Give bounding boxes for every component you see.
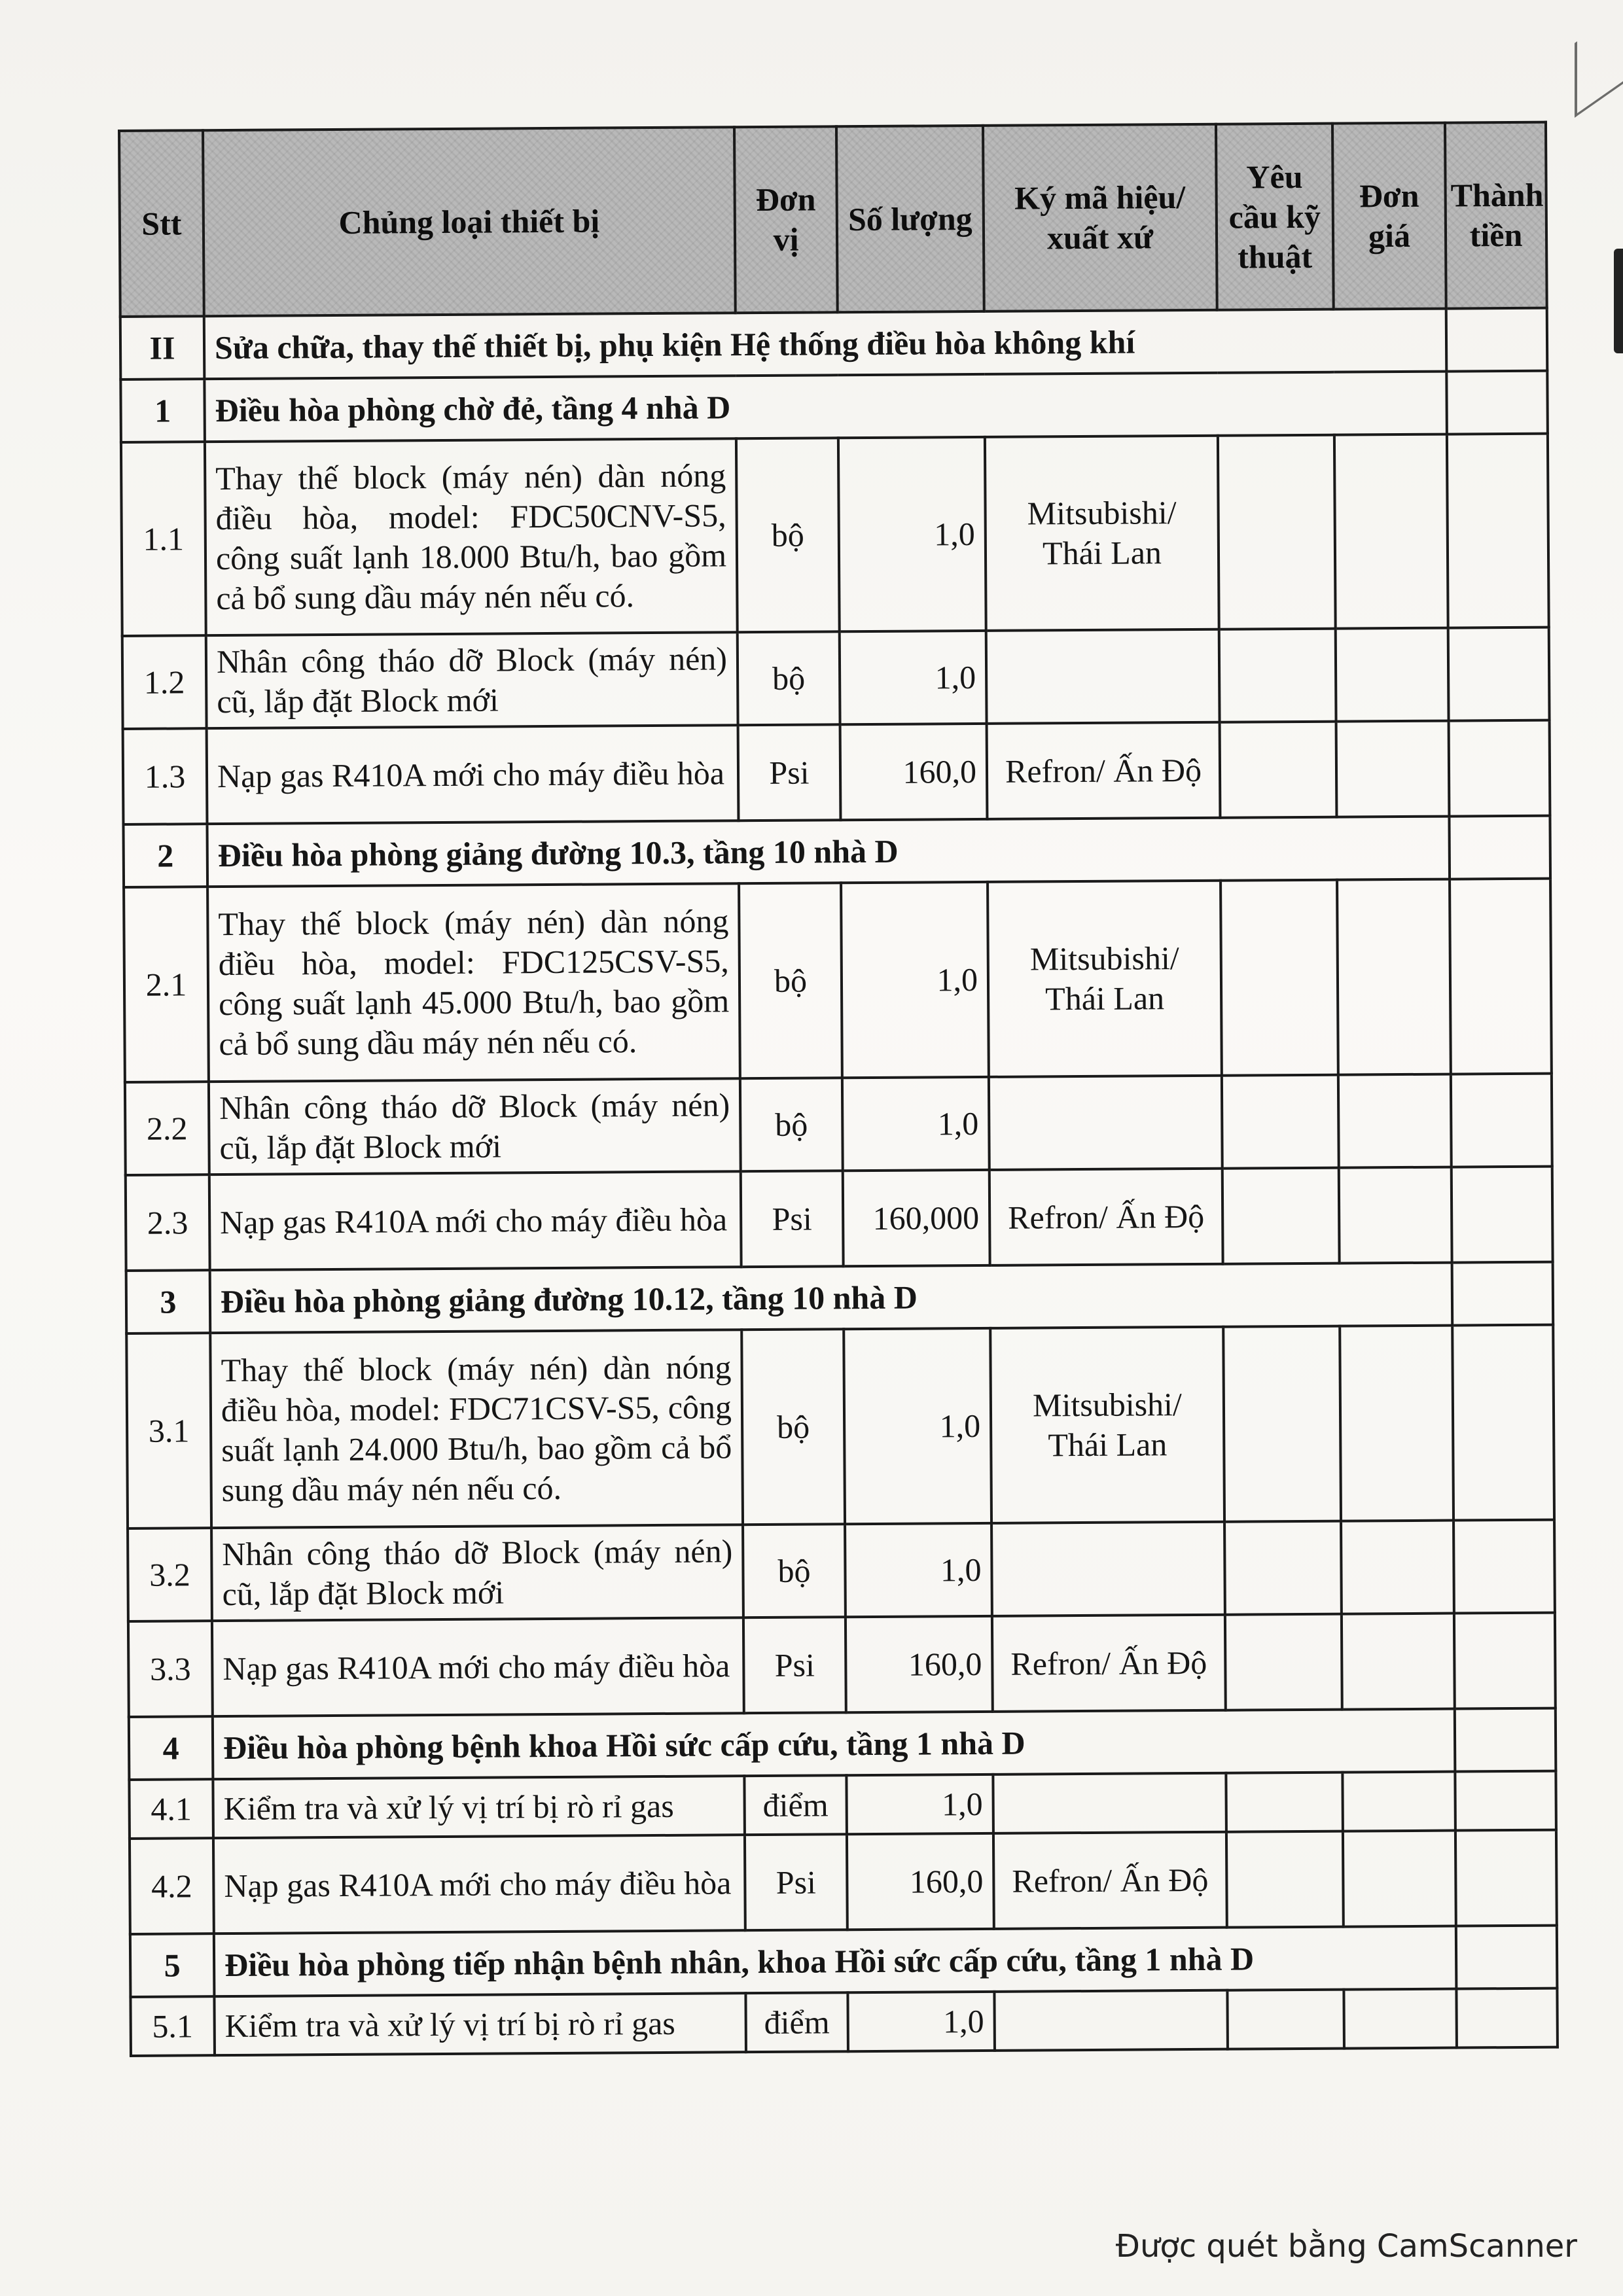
section-title: Điều hòa phòng giảng đường 10.12, tầng 10 nhà D	[210, 1263, 1453, 1333]
cell-price	[1343, 1831, 1456, 1927]
cell-description: Nạp gas R410A mới cho máy điều hòa	[209, 1171, 741, 1270]
row-stt: 2	[123, 824, 207, 887]
cell-total	[1449, 816, 1550, 879]
cell-spec	[1225, 1614, 1342, 1710]
cell-unit: điểm	[744, 1775, 847, 1835]
cell-spec	[1223, 1326, 1341, 1522]
edge-shadow	[1614, 249, 1623, 353]
cell-unit: bộ	[741, 1329, 845, 1525]
cell-unit: điểm	[745, 1992, 848, 2052]
cell-origin: Mitsubishi/ Thái Lan	[990, 1327, 1224, 1523]
cell-origin	[986, 629, 1220, 724]
row-stt: 1.3	[123, 728, 207, 824]
header-spec: Yêu cầu kỹ thuật	[1216, 124, 1334, 310]
row-stt: 5	[130, 1934, 215, 1997]
row-stt: 2.3	[126, 1174, 210, 1271]
scanner-watermark: Được quét bằng CamScanner	[1115, 2228, 1577, 2265]
cell-price	[1337, 879, 1451, 1075]
cell-total	[1452, 1167, 1553, 1263]
cell-description: Nhân công tháo dỡ Block (máy nén) cũ, lắp đặt Block mới	[209, 1078, 741, 1174]
cell-description: Kiểm tra và xử lý vị trí bị rò rỉ gas	[214, 1993, 746, 2055]
cell-quantity: 160,000	[843, 1170, 990, 1266]
cell-unit: Psi	[741, 1171, 844, 1267]
table-row	[121, 434, 1549, 636]
cell-price	[1342, 1614, 1455, 1710]
cell-unit: bộ	[740, 1078, 843, 1171]
cell-unit: bộ	[736, 438, 840, 632]
cell-price	[1336, 628, 1449, 722]
table-row	[128, 1613, 1556, 1717]
table-row	[123, 720, 1550, 824]
table-row	[122, 627, 1550, 729]
cell-quantity: 160,0	[840, 724, 988, 820]
header-stt: Stt	[119, 130, 204, 317]
header-total: Thành tiền	[1445, 122, 1547, 309]
cell-total	[1455, 1771, 1556, 1831]
cell-description: Kiểm tra và xử lý vị trí bị rò rỉ gas	[213, 1776, 745, 1838]
cell-spec	[1220, 722, 1337, 818]
cell-description: Nạp gas R410A mới cho máy điều hòa	[213, 1835, 745, 1934]
cell-origin	[989, 1076, 1222, 1170]
cell-origin	[994, 1990, 1228, 2051]
cell-quantity: 1,0	[841, 882, 989, 1078]
cell-description: Nhân công tháo dỡ Block (máy nén) cũ, lắp đặt Block mới	[206, 632, 738, 728]
table-row	[130, 1988, 1558, 2056]
cell-total	[1448, 627, 1550, 721]
section-title: Sửa chữa, thay thế thiết bị, phụ kiện Hệ thống điều hòa không khí	[204, 309, 1447, 380]
cell-spec	[1227, 1990, 1344, 2049]
cell-unit: Psi	[738, 724, 841, 821]
row-stt: 1.1	[121, 442, 206, 636]
row-stt: 5.1	[130, 1996, 215, 2056]
section-row	[120, 308, 1548, 380]
cell-total	[1454, 1613, 1556, 1709]
header-unit: Đơn vị	[734, 126, 838, 313]
cell-unit: bộ	[743, 1524, 846, 1617]
cell-total	[1452, 1325, 1554, 1521]
row-stt: 4	[129, 1716, 213, 1780]
cell-quantity: 1,0	[838, 437, 986, 631]
cell-spec	[1226, 1773, 1343, 1832]
cell-total	[1455, 1830, 1557, 1926]
section-row	[130, 1926, 1558, 1997]
row-stt: 1	[120, 379, 205, 442]
cell-origin: Refron/ Ấn Độ	[987, 722, 1221, 819]
header-type: Chủng loại thiết bị	[203, 127, 736, 316]
cell-price	[1339, 1167, 1452, 1263]
section-row	[126, 1262, 1554, 1333]
cell-unit: Psi	[745, 1834, 847, 1930]
cell-quantity: 1,0	[845, 1523, 992, 1617]
section-row	[123, 816, 1550, 887]
cell-quantity: 1,0	[842, 1077, 990, 1171]
cell-description: Thay thế block (máy nén) dàn nóng điều hòa, model: FDC71CSV-S5, công suất lạnh 24.000 Btu/h, bao gồm cả bổ sung dầu máy nén nếu có.	[210, 1330, 743, 1528]
cell-description: Nạp gas R410A mới cho máy điều hòa	[212, 1617, 744, 1716]
cell-total	[1456, 1988, 1558, 2048]
cell-price	[1338, 1074, 1452, 1168]
row-stt: 3.2	[128, 1528, 212, 1621]
cell-total	[1447, 434, 1549, 628]
cell-description: Thay thế block (máy nén) dàn nóng điều hòa, model: FDC125CSV-S5, công suất lạnh 45.000 Btu/h, bao gồm cả bổ sung dầu máy nén nếu có.	[207, 883, 740, 1082]
header-origin: Ký mã hiệu/ xuất xứ	[983, 124, 1217, 311]
cell-spec	[1221, 880, 1338, 1076]
row-stt: 3.3	[128, 1621, 213, 1717]
cell-total	[1454, 1520, 1555, 1614]
cell-total	[1450, 879, 1552, 1074]
cell-quantity: 160,0	[847, 1833, 994, 1930]
cell-price	[1342, 1772, 1455, 1831]
cell-origin: Refron/ Ấn Độ	[992, 1615, 1226, 1712]
cell-quantity: 1,0	[844, 1328, 991, 1524]
table-row	[124, 879, 1552, 1082]
cell-spec	[1224, 1521, 1342, 1615]
cell-total	[1446, 371, 1548, 434]
cell-total	[1456, 1926, 1558, 1989]
cell-origin	[991, 1522, 1225, 1616]
section-row	[120, 371, 1548, 442]
cell-unit: Psi	[743, 1617, 846, 1713]
cell-total	[1449, 720, 1550, 817]
cell-unit: bộ	[738, 631, 840, 725]
table-row	[128, 1520, 1555, 1621]
cell-description: Nạp gas R410A mới cho máy điều hòa	[207, 725, 739, 824]
header-qty: Số lượng	[836, 126, 984, 312]
cell-quantity: 1,0	[846, 1775, 993, 1834]
cell-price	[1344, 1989, 1457, 2049]
table-row	[125, 1074, 1552, 1175]
section-title: Điều hòa phòng chờ đẻ, tầng 4 nhà D	[204, 372, 1447, 442]
row-stt: 4.2	[130, 1838, 214, 1934]
cell-total	[1452, 1262, 1554, 1326]
table-header-row	[119, 122, 1547, 317]
table-row	[126, 1325, 1554, 1528]
section-title: Điều hòa phòng bệnh khoa Hồi sức cấp cứu, tầng 1 nhà D	[213, 1709, 1455, 1780]
cell-total	[1446, 308, 1548, 372]
corner-fold-mark	[1575, 9, 1623, 118]
cell-price	[1340, 1326, 1454, 1521]
cell-total	[1455, 1708, 1556, 1772]
header-price: Đơn giá	[1332, 123, 1446, 309]
row-stt: 4.1	[129, 1779, 213, 1839]
cell-unit: bộ	[739, 883, 842, 1078]
section-title: Điều hòa phòng giảng đường 10.3, tầng 10 nhà D	[207, 817, 1450, 887]
row-stt: 2.2	[125, 1082, 209, 1175]
table-row	[129, 1771, 1556, 1839]
cell-spec	[1222, 1168, 1340, 1264]
table-row	[126, 1167, 1553, 1271]
section-title: Điều hòa phòng tiếp nhận bệnh nhân, khoa Hồi sức cấp cứu, tầng 1 nhà D	[214, 1926, 1457, 1997]
cell-origin: Mitsubishi/ Thái Lan	[985, 436, 1219, 631]
section-row	[129, 1708, 1556, 1780]
table-body	[120, 308, 1558, 2056]
row-stt: II	[120, 316, 205, 380]
row-stt: 1.2	[122, 635, 207, 729]
cell-description: Nhân công tháo dỡ Block (máy nén) cũ, lắp đặt Block mới	[211, 1525, 743, 1621]
cell-price	[1341, 1521, 1454, 1614]
cell-origin: Refron/ Ấn Độ	[990, 1169, 1223, 1265]
cell-spec	[1218, 435, 1336, 629]
cell-origin: Mitsubishi/ Thái Lan	[988, 881, 1222, 1077]
cell-spec	[1222, 1075, 1339, 1169]
table-row	[130, 1830, 1557, 1934]
cell-price	[1334, 434, 1448, 629]
cell-spec	[1219, 629, 1336, 722]
cell-total	[1451, 1074, 1552, 1167]
equipment-table	[118, 121, 1559, 2057]
cell-quantity: 1,0	[847, 1992, 995, 2051]
cell-price	[1336, 721, 1450, 817]
cell-description: Thay thế block (máy nén) dàn nóng điều hòa, model: FDC50CNV-S5, công suất lạnh 18.000 Btu/h, bao gồm cả bổ sung dầu máy nén nếu có.	[205, 438, 738, 635]
cell-origin	[993, 1773, 1226, 1833]
cell-quantity: 160,0	[846, 1616, 993, 1712]
row-stt: 2.1	[124, 887, 209, 1082]
row-stt: 3	[126, 1270, 211, 1333]
row-stt: 3.1	[126, 1333, 211, 1528]
cell-spec	[1226, 1831, 1344, 1928]
cell-origin: Refron/ Ấn Độ	[993, 1832, 1227, 1929]
cell-quantity: 1,0	[840, 631, 987, 724]
